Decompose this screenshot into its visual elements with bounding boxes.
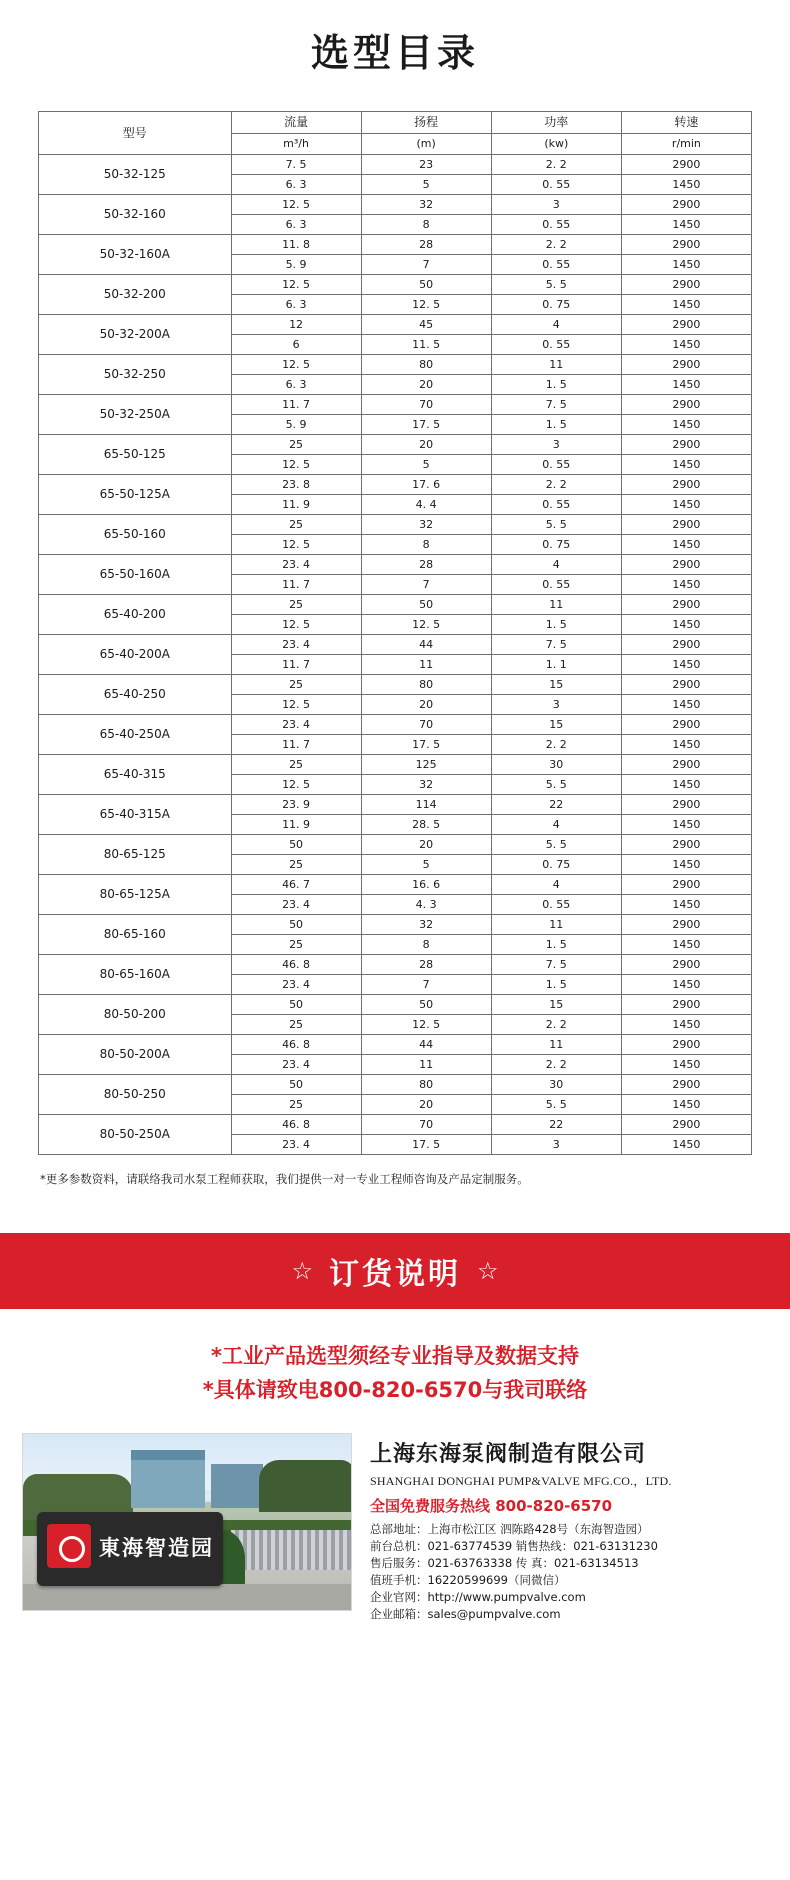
cell-flow: 12. 5 xyxy=(231,195,361,215)
banner-title: 订货说明 xyxy=(329,1257,461,1292)
cell-speed: 2900 xyxy=(621,395,751,415)
cell-model: 50-32-160 xyxy=(39,195,232,235)
cell-flow: 5. 9 xyxy=(231,415,361,435)
company-contact-rows xyxy=(370,1521,768,1623)
cell-speed: 2900 xyxy=(621,595,751,615)
cell-model: 65-40-200A xyxy=(39,635,232,675)
cell-power: 22 xyxy=(491,1115,621,1135)
cell-speed: 2900 xyxy=(621,995,751,1015)
table-row xyxy=(39,555,752,575)
unit-power: (kw) xyxy=(491,134,621,155)
cell-flow: 23. 4 xyxy=(231,895,361,915)
cell-head: 11. 5 xyxy=(361,335,491,355)
cell-head: 16. 6 xyxy=(361,875,491,895)
cell-head: 5 xyxy=(361,855,491,875)
cell-speed: 2900 xyxy=(621,435,751,455)
cell-model: 80-65-125A xyxy=(39,875,232,915)
cell-power: 7. 5 xyxy=(491,955,621,975)
cell-speed: 2900 xyxy=(621,555,751,575)
photo-sign-text: 東海智造园 xyxy=(99,1536,214,1560)
cell-flow: 23. 9 xyxy=(231,795,361,815)
footer-section xyxy=(0,1433,790,1643)
cell-speed: 2900 xyxy=(621,835,751,855)
cell-flow: 25 xyxy=(231,1015,361,1035)
cell-head: 17. 6 xyxy=(361,475,491,495)
table-row xyxy=(39,915,752,935)
cell-model: 65-40-315A xyxy=(39,795,232,835)
cell-speed: 2900 xyxy=(621,715,751,735)
cell-head: 11 xyxy=(361,655,491,675)
cell-flow: 12. 5 xyxy=(231,355,361,375)
cell-head: 7 xyxy=(361,975,491,995)
cell-flow: 50 xyxy=(231,1075,361,1095)
cell-model: 65-50-125A xyxy=(39,475,232,515)
cell-flow: 11. 7 xyxy=(231,735,361,755)
cell-head: 5 xyxy=(361,455,491,475)
cell-flow: 23. 4 xyxy=(231,1135,361,1155)
cell-flow: 46. 8 xyxy=(231,955,361,975)
company-website[interactable]: 企业官网：http://www.pumpvalve.com xyxy=(370,1590,586,1604)
cell-head: 17. 5 xyxy=(361,735,491,755)
cell-head: 23 xyxy=(361,155,491,175)
cell-power: 0. 55 xyxy=(491,335,621,355)
cell-speed: 1450 xyxy=(621,735,751,755)
cell-model: 65-40-200 xyxy=(39,595,232,635)
note-text: *更多参数资料，请联络我司水泵工程师获取，我们提供一对一专业工程师咨询及产品定制服务。 xyxy=(40,1172,529,1186)
cell-speed: 1450 xyxy=(621,655,751,675)
cell-power: 0. 55 xyxy=(491,175,621,195)
table-row xyxy=(39,635,752,655)
cell-model: 65-40-250A xyxy=(39,715,232,755)
company-hotline: 全国免费服务热线 800-820-6570 xyxy=(370,1497,613,1515)
spec-table-head xyxy=(39,112,752,155)
photo-gate xyxy=(231,1530,351,1570)
cell-power: 3 xyxy=(491,435,621,455)
cell-head: 28. 5 xyxy=(361,815,491,835)
cell-speed: 2900 xyxy=(621,355,751,375)
photo-trees-right xyxy=(259,1460,352,1512)
table-row xyxy=(39,435,752,455)
cell-flow: 12. 5 xyxy=(231,615,361,635)
cell-flow: 7. 5 xyxy=(231,155,361,175)
cell-power: 30 xyxy=(491,1075,621,1095)
cell-power: 3 xyxy=(491,195,621,215)
cell-model: 50-32-250 xyxy=(39,355,232,395)
cell-head: 4. 3 xyxy=(361,895,491,915)
cell-head: 17. 5 xyxy=(361,415,491,435)
cell-power: 1. 5 xyxy=(491,935,621,955)
cell-speed: 1450 xyxy=(621,1015,751,1035)
table-row xyxy=(39,675,752,695)
cell-flow: 12. 5 xyxy=(231,775,361,795)
cell-power: 15 xyxy=(491,715,621,735)
cell-flow: 12. 5 xyxy=(231,455,361,475)
cell-flow: 5. 9 xyxy=(231,255,361,275)
cell-flow: 23. 4 xyxy=(231,555,361,575)
table-row xyxy=(39,835,752,855)
company-front-desk: 前台总机：021-63774539 销售热线：021-63131230 xyxy=(370,1539,658,1553)
cell-speed: 1450 xyxy=(621,215,751,235)
cell-flow: 25 xyxy=(231,755,361,775)
cell-flow: 11. 9 xyxy=(231,815,361,835)
cell-head: 44 xyxy=(361,1035,491,1055)
cell-head: 50 xyxy=(361,595,491,615)
cell-power: 5. 5 xyxy=(491,775,621,795)
cell-head: 11 xyxy=(361,1055,491,1075)
cell-model: 50-32-125 xyxy=(39,155,232,195)
cell-power: 2. 2 xyxy=(491,235,621,255)
cell-power: 5. 5 xyxy=(491,1095,621,1115)
cell-speed: 1450 xyxy=(621,615,751,635)
cell-power: 2. 2 xyxy=(491,155,621,175)
cell-flow: 6. 3 xyxy=(231,375,361,395)
cell-speed: 2900 xyxy=(621,515,751,535)
cell-flow: 46. 7 xyxy=(231,875,361,895)
cell-speed: 2900 xyxy=(621,795,751,815)
cell-speed: 1450 xyxy=(621,935,751,955)
cell-power: 1. 5 xyxy=(491,975,621,995)
cell-flow: 46. 8 xyxy=(231,1115,361,1135)
cell-speed: 1450 xyxy=(621,335,751,355)
spec-table xyxy=(38,111,752,1155)
cell-power: 0. 75 xyxy=(491,855,621,875)
cell-head: 70 xyxy=(361,395,491,415)
table-row xyxy=(39,355,752,375)
cell-model: 50-32-250A xyxy=(39,395,232,435)
cell-flow: 12. 5 xyxy=(231,535,361,555)
cell-head: 80 xyxy=(361,1075,491,1095)
cell-power: 0. 55 xyxy=(491,455,621,475)
header-row-main xyxy=(39,112,752,134)
cell-power: 7. 5 xyxy=(491,395,621,415)
factory-photo xyxy=(22,1433,352,1611)
spec-table-body xyxy=(39,155,752,1155)
company-duty-mobile: 值班手机：16220599699（同微信） xyxy=(370,1573,566,1587)
star-right-icon: ☆ xyxy=(477,1257,499,1285)
promo-line-2: *具体请致电800-820-6570与我司联络 xyxy=(202,1378,588,1402)
cell-flow: 6. 3 xyxy=(231,295,361,315)
table-row xyxy=(39,195,752,215)
cell-power: 0. 75 xyxy=(491,535,621,555)
cell-flow: 46. 8 xyxy=(231,1035,361,1055)
cell-speed: 2900 xyxy=(621,635,751,655)
cell-head: 80 xyxy=(361,355,491,375)
cell-model: 65-50-125 xyxy=(39,435,232,475)
cell-power: 5. 5 xyxy=(491,515,621,535)
cell-speed: 2900 xyxy=(621,675,751,695)
cell-head: 8 xyxy=(361,935,491,955)
cell-speed: 1450 xyxy=(621,1055,751,1075)
table-row xyxy=(39,995,752,1015)
cell-model: 80-50-250 xyxy=(39,1075,232,1115)
cell-head: 44 xyxy=(361,635,491,655)
cell-head: 5 xyxy=(361,175,491,195)
star-left-icon: ☆ xyxy=(291,1257,313,1285)
header-model: 型号 xyxy=(39,112,232,155)
table-row xyxy=(39,155,752,175)
cell-flow: 6. 3 xyxy=(231,175,361,195)
cell-flow: 12 xyxy=(231,315,361,335)
cell-flow: 50 xyxy=(231,995,361,1015)
company-address: 总部地址：上海市松江区 泗陈路428号（东海智造园） xyxy=(370,1522,649,1536)
cell-head: 50 xyxy=(361,275,491,295)
cell-flow: 23. 4 xyxy=(231,975,361,995)
cell-head: 12. 5 xyxy=(361,615,491,635)
cell-flow: 25 xyxy=(231,595,361,615)
cell-power: 2. 2 xyxy=(491,475,621,495)
cell-power: 4 xyxy=(491,815,621,835)
cell-power: 2. 2 xyxy=(491,1015,621,1035)
cell-flow: 23. 8 xyxy=(231,475,361,495)
table-row xyxy=(39,1115,752,1135)
cell-head: 20 xyxy=(361,375,491,395)
cell-speed: 2900 xyxy=(621,155,751,175)
cell-speed: 2900 xyxy=(621,955,751,975)
cell-model: 80-50-200 xyxy=(39,995,232,1035)
cell-flow: 12. 5 xyxy=(231,695,361,715)
cell-speed: 1450 xyxy=(621,455,751,475)
unit-head: (m) xyxy=(361,134,491,155)
company-email[interactable]: 企业邮箱：sales@pumpvalve.com xyxy=(370,1607,561,1621)
header-flow: 流量 xyxy=(231,112,361,134)
cell-head: 7 xyxy=(361,575,491,595)
cell-model: 50-32-160A xyxy=(39,235,232,275)
cell-speed: 2900 xyxy=(621,1075,751,1095)
page-title-section xyxy=(0,0,790,95)
cell-speed: 1450 xyxy=(621,295,751,315)
cell-head: 32 xyxy=(361,195,491,215)
photo-road xyxy=(23,1584,351,1610)
unit-flow: m³/h xyxy=(231,134,361,155)
cell-head: 7 xyxy=(361,255,491,275)
cell-speed: 2900 xyxy=(621,275,751,295)
cell-speed: 2900 xyxy=(621,1115,751,1135)
cell-flow: 11. 9 xyxy=(231,495,361,515)
cell-power: 3 xyxy=(491,1135,621,1155)
cell-speed: 2900 xyxy=(621,235,751,255)
table-row xyxy=(39,475,752,495)
cell-power: 11 xyxy=(491,595,621,615)
table-row xyxy=(39,955,752,975)
cell-head: 114 xyxy=(361,795,491,815)
unit-speed: r/min xyxy=(621,134,751,155)
cell-head: 32 xyxy=(361,775,491,795)
cell-flow: 11. 7 xyxy=(231,395,361,415)
table-row xyxy=(39,875,752,895)
cell-speed: 1450 xyxy=(621,375,751,395)
cell-model: 65-50-160A xyxy=(39,555,232,595)
table-row xyxy=(39,515,752,535)
order-instructions-banner xyxy=(0,1233,790,1309)
cell-speed: 1450 xyxy=(621,1135,751,1155)
cell-power: 11 xyxy=(491,1035,621,1055)
table-row xyxy=(39,795,752,815)
table-row xyxy=(39,1035,752,1055)
cell-speed: 1450 xyxy=(621,695,751,715)
table-row xyxy=(39,1075,752,1095)
cell-flow: 25 xyxy=(231,935,361,955)
company-name-en: SHANGHAI DONGHAI PUMP&VALVE MFG.CO.，LTD. xyxy=(370,1474,672,1488)
promo-line-1: *工业产品选型须经专业指导及数据支持 xyxy=(211,1344,579,1368)
cell-model: 80-65-160A xyxy=(39,955,232,995)
cell-model: 80-50-200A xyxy=(39,1035,232,1075)
cell-power: 1. 5 xyxy=(491,415,621,435)
cell-power: 4 xyxy=(491,875,621,895)
cell-head: 32 xyxy=(361,915,491,935)
cell-power: 0. 55 xyxy=(491,255,621,275)
photo-building-1-roof xyxy=(131,1450,205,1460)
cell-head: 28 xyxy=(361,955,491,975)
cell-head: 70 xyxy=(361,715,491,735)
cell-power: 11 xyxy=(491,355,621,375)
cell-head: 28 xyxy=(361,555,491,575)
cell-speed: 1450 xyxy=(621,895,751,915)
cell-flow: 12. 5 xyxy=(231,275,361,295)
cell-flow: 50 xyxy=(231,915,361,935)
table-row xyxy=(39,315,752,335)
cell-speed: 1450 xyxy=(621,175,751,195)
cell-speed: 2900 xyxy=(621,875,751,895)
cell-speed: 2900 xyxy=(621,915,751,935)
cell-model: 80-50-250A xyxy=(39,1115,232,1155)
cell-flow: 11. 7 xyxy=(231,655,361,675)
cell-speed: 1450 xyxy=(621,495,751,515)
header-speed: 转速 xyxy=(621,112,751,134)
cell-speed: 2900 xyxy=(621,1035,751,1055)
cell-head: 125 xyxy=(361,755,491,775)
cell-speed: 1450 xyxy=(621,1095,751,1115)
cell-power: 0. 55 xyxy=(491,575,621,595)
cell-head: 12. 5 xyxy=(361,295,491,315)
cell-flow: 11. 7 xyxy=(231,575,361,595)
cell-head: 45 xyxy=(361,315,491,335)
cell-flow: 25 xyxy=(231,855,361,875)
cell-speed: 2900 xyxy=(621,315,751,335)
cell-model: 65-40-315 xyxy=(39,755,232,795)
cell-model: 50-32-200A xyxy=(39,315,232,355)
cell-head: 50 xyxy=(361,995,491,1015)
cell-flow: 23. 4 xyxy=(231,635,361,655)
table-row xyxy=(39,595,752,615)
cell-speed: 1450 xyxy=(621,415,751,435)
cell-model: 80-65-160 xyxy=(39,915,232,955)
cell-flow: 25 xyxy=(231,435,361,455)
cell-speed: 1450 xyxy=(621,775,751,795)
cell-power: 22 xyxy=(491,795,621,815)
table-row xyxy=(39,235,752,255)
cell-flow: 25 xyxy=(231,1095,361,1115)
cell-head: 20 xyxy=(361,695,491,715)
cell-power: 4 xyxy=(491,315,621,335)
table-row xyxy=(39,275,752,295)
cell-model: 50-32-200 xyxy=(39,275,232,315)
cell-head: 28 xyxy=(361,235,491,255)
company-name-cn: 上海东海泵阀制造有限公司 xyxy=(370,1442,647,1467)
cell-power: 0. 55 xyxy=(491,495,621,515)
header-head: 扬程 xyxy=(361,112,491,134)
company-after-sales: 售后服务：021-63763338 传 真：021-63134513 xyxy=(370,1556,639,1570)
cell-model: 80-65-125 xyxy=(39,835,232,875)
cell-speed: 1450 xyxy=(621,535,751,555)
cell-power: 5. 5 xyxy=(491,835,621,855)
company-info xyxy=(370,1433,768,1623)
cell-flow: 23. 4 xyxy=(231,715,361,735)
cell-speed: 1450 xyxy=(621,255,751,275)
company-logo-icon xyxy=(47,1524,91,1568)
cell-power: 1. 5 xyxy=(491,375,621,395)
cell-power: 11 xyxy=(491,915,621,935)
cell-power: 5. 5 xyxy=(491,275,621,295)
cell-flow: 25 xyxy=(231,675,361,695)
photo-building-2 xyxy=(211,1464,263,1508)
cell-power: 0. 55 xyxy=(491,215,621,235)
cell-head: 12. 5 xyxy=(361,1015,491,1035)
cell-head: 17. 5 xyxy=(361,1135,491,1155)
cell-power: 30 xyxy=(491,755,621,775)
cell-power: 1. 5 xyxy=(491,615,621,635)
cell-power: 7. 5 xyxy=(491,635,621,655)
cell-head: 70 xyxy=(361,1115,491,1135)
cell-speed: 1450 xyxy=(621,575,751,595)
cell-head: 32 xyxy=(361,515,491,535)
page-title: 选型目录 xyxy=(310,31,479,75)
cell-speed: 2900 xyxy=(621,755,751,775)
cell-speed: 2900 xyxy=(621,195,751,215)
cell-power: 0. 55 xyxy=(491,895,621,915)
cell-head: 20 xyxy=(361,835,491,855)
cell-flow: 6 xyxy=(231,335,361,355)
cell-speed: 2900 xyxy=(621,475,751,495)
table-row xyxy=(39,395,752,415)
cell-head: 8 xyxy=(361,215,491,235)
cell-power: 2. 2 xyxy=(491,1055,621,1075)
cell-head: 4. 4 xyxy=(361,495,491,515)
cell-power: 0. 75 xyxy=(491,295,621,315)
cell-head: 80 xyxy=(361,675,491,695)
cell-head: 20 xyxy=(361,435,491,455)
cell-power: 15 xyxy=(491,995,621,1015)
cell-power: 15 xyxy=(491,675,621,695)
header-power: 功率 xyxy=(491,112,621,134)
cell-model: 65-40-250 xyxy=(39,675,232,715)
cell-power: 1. 1 xyxy=(491,655,621,675)
cell-speed: 1450 xyxy=(621,855,751,875)
cell-speed: 1450 xyxy=(621,815,751,835)
cell-power: 2. 2 xyxy=(491,735,621,755)
spec-table-area xyxy=(0,95,790,1155)
cell-flow: 6. 3 xyxy=(231,215,361,235)
cell-flow: 50 xyxy=(231,835,361,855)
cell-model: 65-50-160 xyxy=(39,515,232,555)
table-row xyxy=(39,715,752,735)
cell-head: 20 xyxy=(361,1095,491,1115)
table-row xyxy=(39,755,752,775)
cell-speed: 1450 xyxy=(621,975,751,995)
cell-flow: 25 xyxy=(231,515,361,535)
photo-sign-stone xyxy=(37,1512,223,1586)
cell-power: 4 xyxy=(491,555,621,575)
cell-flow: 11. 8 xyxy=(231,235,361,255)
cell-power: 3 xyxy=(491,695,621,715)
cell-flow: 23. 4 xyxy=(231,1055,361,1075)
promo-section xyxy=(0,1309,790,1433)
cell-head: 8 xyxy=(361,535,491,555)
